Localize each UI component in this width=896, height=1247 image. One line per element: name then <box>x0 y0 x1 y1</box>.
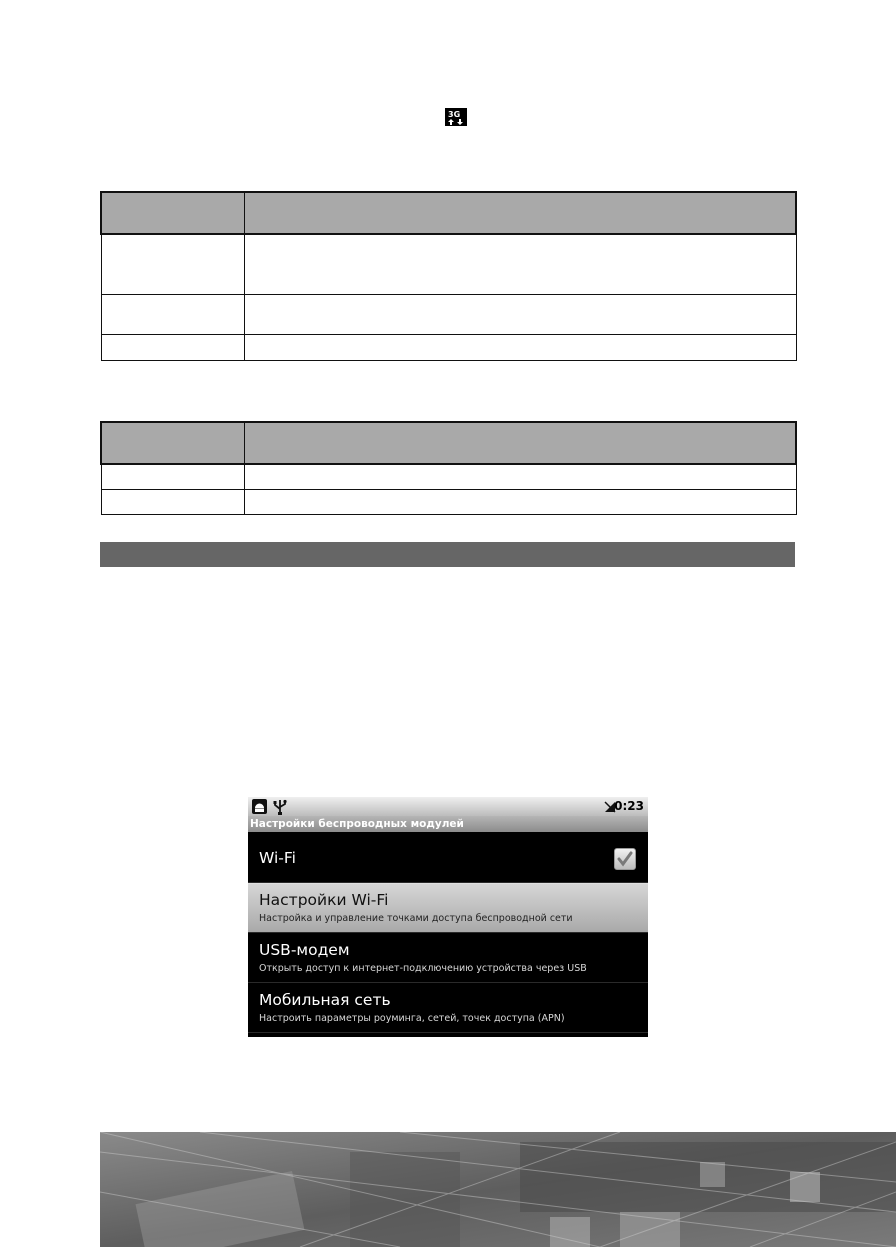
usb-icon <box>272 799 288 815</box>
wifi-checkbox[interactable] <box>614 848 636 870</box>
wifi-title: Wi-Fi <box>259 849 296 867</box>
mobile-network-row[interactable] <box>248 983 648 1033</box>
status-bar <box>248 797 648 816</box>
spec-table-2 <box>100 421 797 515</box>
usb-modem-subtitle: Открыть доступ к интернет-подключению устройства через USB <box>259 963 587 974</box>
table-header-cell <box>101 192 244 234</box>
usb-modem-title: USB-модем <box>259 941 350 959</box>
settings-header: Настройки беспроводных модулей <box>248 816 648 832</box>
usb-modem-row[interactable] <box>248 933 648 983</box>
table-row <box>101 234 796 294</box>
table-row <box>101 489 796 514</box>
mobile-network-title: Мобильная сеть <box>259 991 391 1009</box>
wifi-settings-title: Настройки Wi-Fi <box>259 891 389 909</box>
android-notification-icon <box>252 799 267 814</box>
phone-screenshot <box>248 797 648 1037</box>
mobile-network-subtitle: Настроить параметры роуминга, сетей, точек доступа (APN) <box>259 1013 565 1024</box>
wifi-settings-row[interactable] <box>248 883 648 933</box>
spec-table-1 <box>100 191 797 361</box>
table-row <box>101 294 796 334</box>
footer-decorative-banner <box>100 1132 896 1247</box>
status-time: 0:23 <box>614 799 644 813</box>
table-header-cell <box>244 192 796 234</box>
table-header-cell <box>244 422 796 464</box>
table-row <box>101 334 796 360</box>
3g-data-icon <box>445 108 467 126</box>
table-row <box>101 464 796 489</box>
checkmark-icon <box>615 849 635 869</box>
wifi-settings-subtitle: Настройка и управление точками доступа беспроводной сети <box>259 913 573 924</box>
svg-text:3G: 3G <box>448 110 461 119</box>
wifi-toggle-row[interactable] <box>248 832 648 883</box>
table-header-cell <box>101 422 244 464</box>
section-heading-bar <box>100 542 795 567</box>
